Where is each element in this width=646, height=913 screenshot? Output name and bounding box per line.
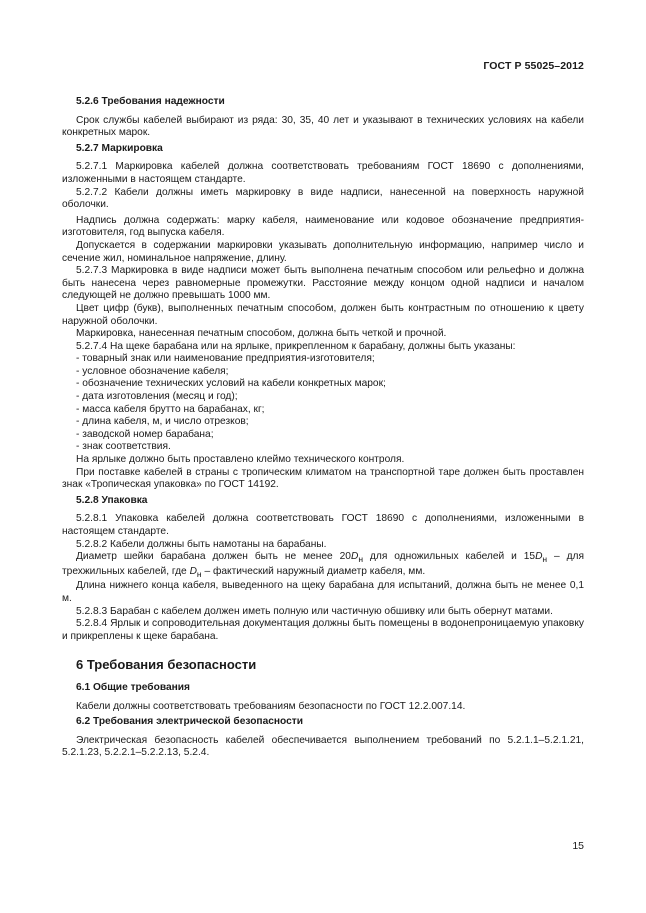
page-content (62, 93, 584, 760)
paragraph: 5.2.7.3 Маркировка в виде надписи может быть выполнена печатным способом или рельефно и должна быть нанесена через равномерные промежутки. Расстояние между концом одной надписи и началом следующей не должно превышать 1000 мм. (62, 265, 584, 302)
heading-5-2-8: 5.2.8 Упаковка (76, 494, 148, 506)
text-fragment: для одножильных кабелей и 15 (363, 551, 536, 563)
list-item: - обозначение технических условий на кабели конкретных марок; (76, 378, 386, 390)
heading-6: 6 Требования безопасности (76, 657, 257, 673)
paragraph: Цвет цифр (букв), выполненных печатным способом, должен быть контрастным по отношению к цвету наружной оболочки. (62, 302, 584, 327)
heading-5-2-6: 5.2.6 Требования надежности (76, 96, 225, 107)
paragraph: Срок службы кабелей выбирают из ряда: 30, 35, 40 лет и указывают в технических условиях на кабели конкретных марок. (62, 114, 584, 139)
heading-6-2: 6.2 Требования электрической безопасности (76, 716, 304, 728)
list-item: - длина кабеля, м, и число отрезков; (76, 416, 249, 428)
paragraph: Кабели должны соответствовать требованиям безопасности по ГОСТ 12.2.007.14. (76, 700, 466, 712)
paragraph: 5.2.7.1 Маркировка кабелей должна соответствовать требованиям ГОСТ 18690 с дополнениями, изложенными в настоящем стандарте. (62, 161, 584, 185)
paragraph: 5.2.8.2 Кабели должны быть намотаны на барабаны. (76, 538, 327, 550)
d-symbol: D (535, 551, 543, 563)
heading-5-2-7: 5.2.7 Маркировка (76, 142, 163, 154)
paragraph: Длина нижнего конца кабеля, выведенного на щеку барабана для испытаний, должна быть не менее 0,1 м. (62, 580, 584, 605)
paragraph: 5.2.8.1 Упаковка кабелей должна соответствовать ГОСТ 18690 с дополнениями, изложенными в настоящем стандарте. (62, 513, 584, 537)
text-fragment: – для трехжильных кабелей, где (62, 551, 585, 577)
paragraph: Надпись должна содержать: марку кабеля, наименование или кодовое обозначение предприятия-изготовителя, год выпуска кабеля. (62, 214, 584, 239)
list-item: - масса кабеля брутто на барабанах, кг; (76, 403, 265, 415)
heading-6-1: 6.1 Общие требования (76, 682, 190, 693)
list-item: - дата изготовления (месяц и год); (76, 391, 238, 403)
d-symbol: D (189, 565, 197, 577)
d-subscript: н (196, 568, 202, 579)
text-fragment: – фактический наружный диаметр кабеля, мм. (201, 565, 426, 577)
paragraph: На ярлыке должно быть проставлено клеймо технического контроля. (76, 454, 405, 466)
paragraph-drum-diameter (62, 551, 584, 580)
page-number: 15 (572, 840, 584, 852)
d-symbol: D (350, 551, 359, 563)
paragraph: Маркировка, нанесенная печатным способом, должна быть четкой и прочной. (76, 328, 447, 340)
list-item: - заводской номер барабана; (76, 428, 214, 440)
document-code-header: ГОСТ Р 55025–2012 (483, 60, 584, 72)
paragraph: 5.2.7.4 На щеке барабана или на ярлыке, прикрепленном к барабану, должны быть указаны: (76, 340, 516, 352)
paragraph: 5.2.7.2 Кабели должны иметь маркировку в виде надписи, нанесенной на поверхность наружной оболочки. (62, 186, 584, 211)
d-subscript: н (542, 554, 548, 565)
list-item: - товарный знак или наименование предприятия-изготовителя; (76, 353, 375, 365)
text-fragment: Диаметр шейки барабана должен быть не менее 20 (76, 551, 351, 563)
list-item: - знак соответствия. (76, 441, 171, 453)
paragraph: Допускается в содержании маркировки указывать дополнительную информацию, например число и сечение жил, номинальное напряжение, длину. (62, 239, 584, 264)
d-subscript: н (358, 554, 364, 565)
list-item: - условное обозначение кабеля; (76, 365, 229, 377)
paragraph: 5.2.8.4 Ярлык и сопроводительная документация должны быть помещены в водонепроницаемую упаковку и прикреплены к щеке барабана. (62, 618, 584, 642)
paragraph: 5.2.8.3 Барабан с кабелем должен иметь полную или частичную обшивку или быть обернут матами. (76, 605, 553, 617)
paragraph: Электрическая безопасность кабелей обеспечивается выполнением требований по 5.2.1.1–5.2.1.21, 5.2.1.23, 5.2.2.1–5.2.2.13, 5.2.4. (62, 734, 584, 759)
paragraph: При поставке кабелей в страны с тропическим климатом на транспортной таре должен быть проставлен знак «Тропическая упаковка» по ГОСТ 14192. (62, 466, 584, 491)
